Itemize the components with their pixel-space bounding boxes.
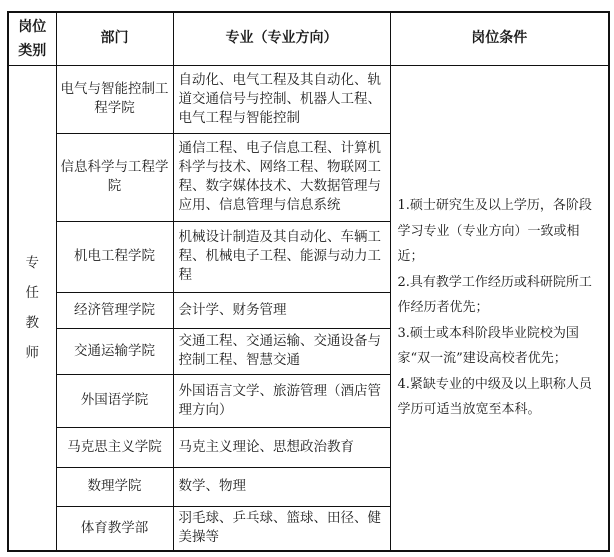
header-row xyxy=(8,12,609,65)
requirement-item: 2.具有教学工作经历或科研院所工作经历者优先； xyxy=(397,274,592,315)
recruitment-table xyxy=(7,11,610,552)
department-cell: 经济管理学院 xyxy=(56,292,173,328)
department-cell: 交通运输学院 xyxy=(56,328,173,374)
department-cell: 信息科学与工程学院 xyxy=(56,133,173,221)
table-row xyxy=(8,65,609,133)
department-cell: 马克思主义学院 xyxy=(56,427,173,467)
category-char: 任 xyxy=(25,284,39,301)
requirement-item: 4.紧缺专业的中级及以上职称人员学历可适当放宽至本科。 xyxy=(397,376,592,417)
category-char: 专 xyxy=(25,254,39,271)
major-cell: 交通工程、交通运输、交通设备与控制工程、智慧交通 xyxy=(173,328,390,374)
department-cell: 体育教学部 xyxy=(56,506,173,551)
major-cell: 自动化、电气工程及其自动化、轨道交通信号与控制、机器人工程、电气工程与智能控制 xyxy=(173,65,390,133)
department-cell: 数理学院 xyxy=(56,467,173,506)
header-requirements: 岗位条件 xyxy=(390,12,609,65)
department-cell: 电气与智能控制工程学院 xyxy=(56,65,173,133)
department-cell: 外国语学院 xyxy=(56,374,173,427)
category-cell xyxy=(8,65,56,551)
header-department: 部门 xyxy=(56,12,173,65)
major-cell: 会计学、财务管理 xyxy=(173,292,390,328)
major-cell: 机械设计制造及其自动化、车辆工程、机械电子工程、能源与动力工程 xyxy=(173,221,390,292)
category-char: 师 xyxy=(25,344,39,361)
header-category-line-2: 类别 xyxy=(18,42,47,59)
header-category-line-1: 岗位 xyxy=(18,18,47,35)
requirement-item: 3.硕士或本科阶段毕业院校为国家“双一流”建设高校者优先； xyxy=(397,325,579,366)
requirement-item: 1.硕士研究生及以上学历，各阶段学习专业（专业方向）一致或相近； xyxy=(397,198,592,264)
header-major: 专业（专业方向） xyxy=(173,12,390,65)
requirements-cell xyxy=(390,65,609,551)
category-char: 教 xyxy=(25,314,39,331)
major-cell: 外国语言文学、旅游管理（酒店管理方向） xyxy=(173,374,390,427)
header-category xyxy=(8,12,56,65)
major-cell: 通信工程、电子信息工程、计算机科学与技术、网络工程、物联网工程、数字媒体技术、大数据管理与应用、信息管理与信息系统 xyxy=(173,133,390,221)
major-cell: 羽毛球、乒乓球、篮球、田径、健美操等 xyxy=(173,506,390,551)
major-cell: 马克主义理论、思想政治教育 xyxy=(173,427,390,467)
department-cell: 机电工程学院 xyxy=(56,221,173,292)
major-cell: 数学、物理 xyxy=(173,467,390,506)
